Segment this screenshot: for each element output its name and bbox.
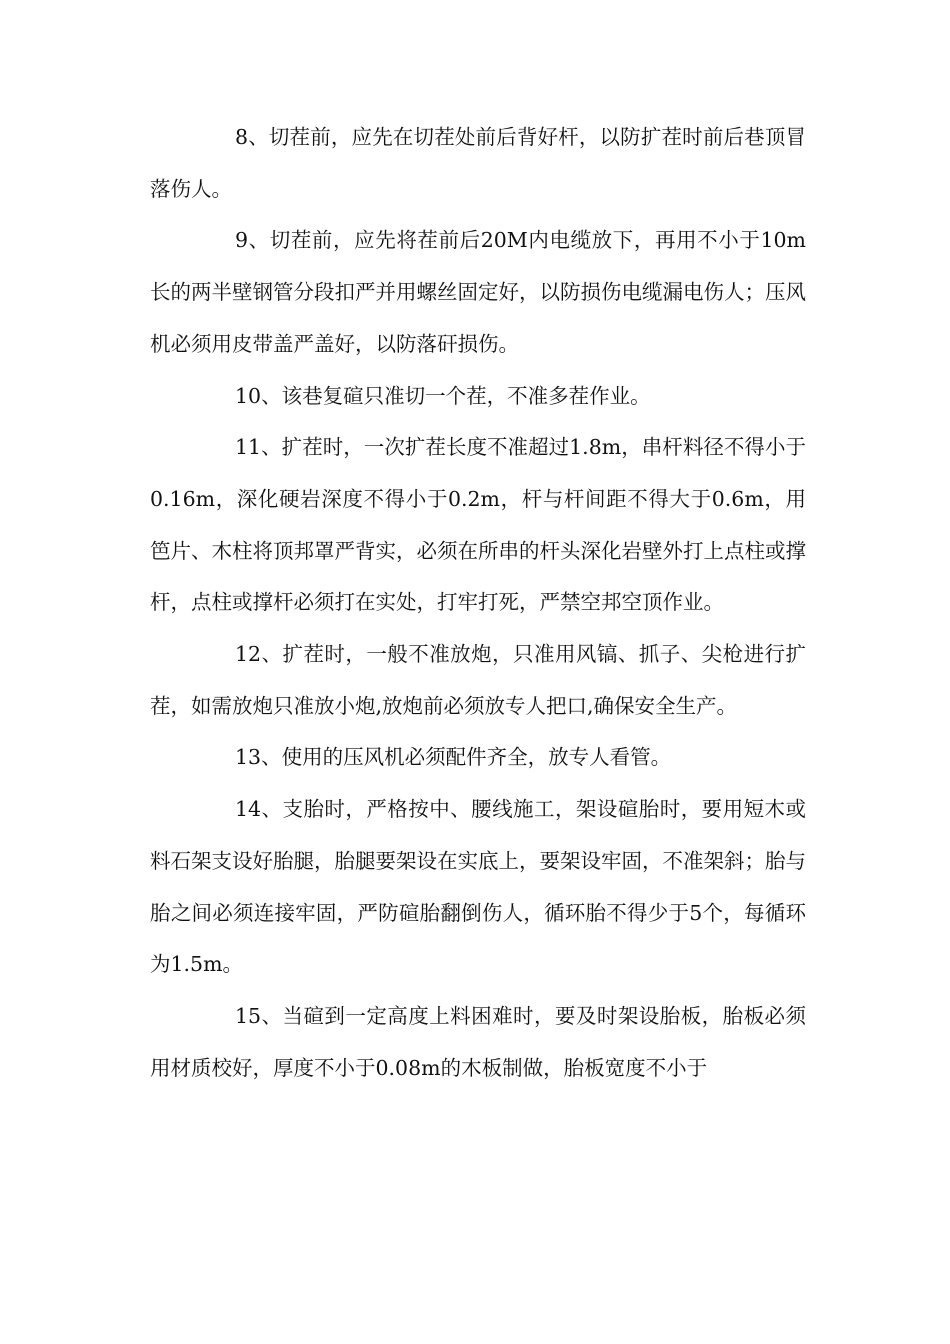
paragraph-item-9: 9、切茬前，应先将茬前后20M内电缆放下，再用不小于10m长的两半壁钢管分段扣严并用螺丝固定好，以防损伤电缆漏电伤人；压风机必须用皮带盖严盖好，以防落矸损伤。 bbox=[150, 228, 806, 356]
paragraph-item-10: 10、该巷复碹只准切一个茬，不准多茬作业。 bbox=[235, 383, 651, 408]
paragraph-item-11: 11、扩茬时，一次扩茬长度不准超过1.8m，串杆料径不得小于0.16m，深化硬岩深度不得小于0.2m，杆与杆间距不得大于0.6m，用笆片、木柱将顶邦罩严背实，必须在所串的杆头深化岩壁外打上点柱或撑杆，点柱或撑杆必须打在实处，打牢打死，严禁空邦空顶作业。 bbox=[150, 435, 806, 615]
paragraph-item-12: 12、扩茬时，一般不准放炮，只准用风镐、抓子、尖枪进行扩茬，如需放炮只准放小炮,放炮前必须放专人把口,确保安全生产。 bbox=[150, 642, 806, 718]
document-body bbox=[150, 112, 806, 1094]
paragraph-item-8: 8、切茬前，应先在切茬处前后背好杆，以防扩茬时前后巷顶冒落伤人。 bbox=[150, 125, 806, 201]
paragraph-item-13: 13、使用的压风机必须配件齐全，放专人看管。 bbox=[235, 745, 672, 770]
paragraph-item-15: 15、当碹到一定高度上料困难时，要及时架设胎板，胎板必须用材质校好，厚度不小于0.08m的木板制做，胎板宽度不小于 bbox=[150, 1003, 806, 1080]
paragraph-item-14: 14、支胎时，严格按中、腰线施工，架设碹胎时，要用短木或料石架支设好胎腿，胎腿要架设在实底上，要架设牢固，不准架斜；胎与胎之间必须连接牢固，严防碹胎翻倒伤人，循环胎不得少于5个，每循环为1.5m。 bbox=[150, 797, 806, 977]
